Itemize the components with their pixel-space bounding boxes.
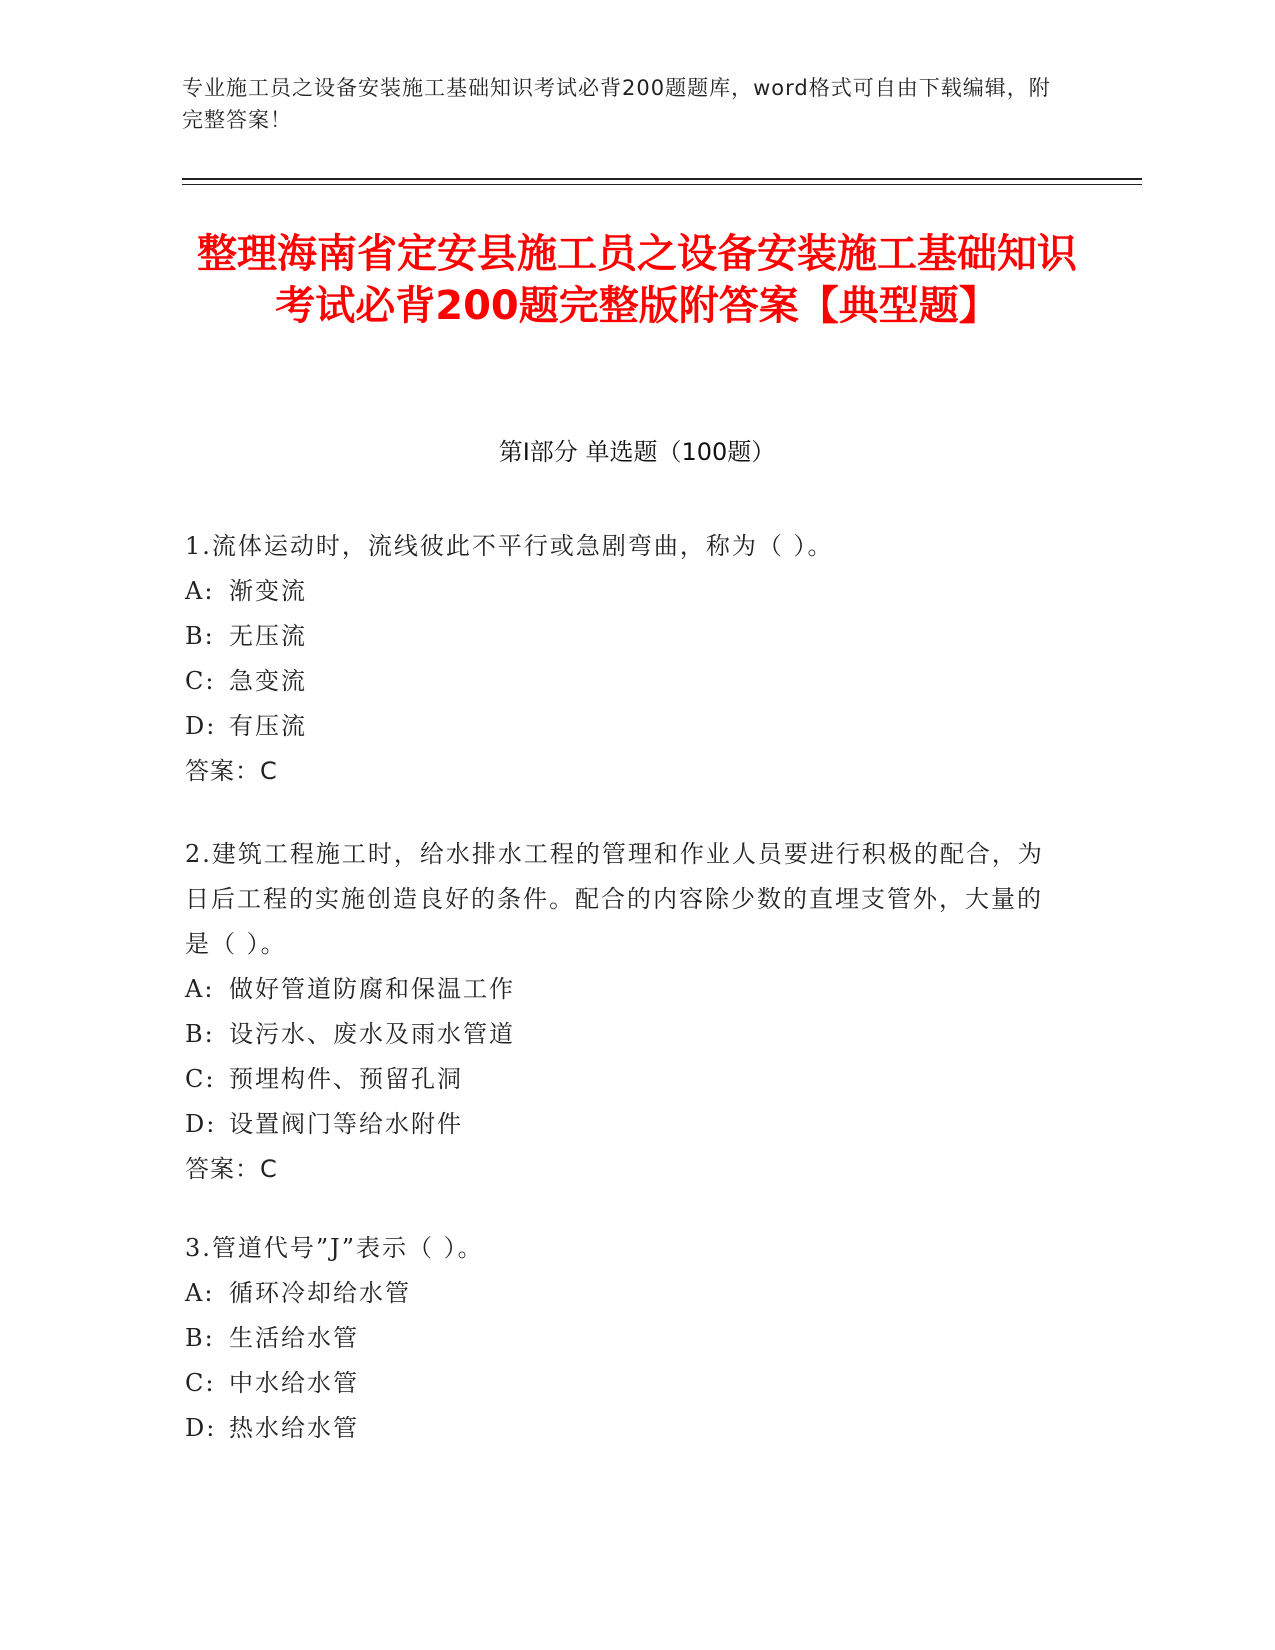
- document-title: 整理海南省定安县施工员之设备安装施工基础知识考试必背200题完整版附答案【典型题】: [197, 231, 1077, 329]
- option-letter: B:: [185, 622, 215, 650]
- option-c: [185, 659, 1055, 704]
- option-text: 有压流: [229, 712, 307, 740]
- option-text: 循环冷却给水管: [229, 1279, 411, 1307]
- answer-line: 答案：C: [185, 757, 278, 785]
- question-stem: 1.流体运动时，流线彼此不平行或急剧弯曲，称为（ ）。: [185, 532, 834, 560]
- option-letter: B:: [185, 1324, 215, 1352]
- option-c: [185, 1057, 1055, 1102]
- header-note: 专业施工员之设备安装施工基础知识考试必背200题题库，word格式可自由下载编辑，附完整答案！: [182, 76, 1051, 132]
- option-letter: A:: [185, 577, 215, 605]
- option-a: [185, 1271, 1055, 1316]
- question-3: [185, 1226, 1055, 1451]
- question-1: [185, 524, 1055, 794]
- option-letter: A:: [185, 975, 215, 1003]
- question-2: [185, 832, 1055, 1192]
- question-stem: 2.建筑工程施工时，给水排水工程的管理和作业人员要进行积极的配合，为日后工程的实施创造良好的条件。配合的内容除少数的直埋支管外，大量的是（ ）。: [185, 840, 1044, 958]
- option-text: 急变流: [229, 667, 307, 695]
- option-text: 中水给水管: [229, 1369, 359, 1397]
- option-text: 生活给水管: [229, 1324, 359, 1352]
- option-d: [185, 1406, 1055, 1451]
- option-text: 设污水、废水及雨水管道: [229, 1020, 515, 1048]
- header-divider-thick: [182, 178, 1142, 180]
- option-text: 渐变流: [229, 577, 307, 605]
- option-letter: D:: [185, 712, 217, 740]
- option-d: [185, 1102, 1055, 1147]
- question-stem: 3.管道代号”J”表示（ ）。: [185, 1234, 484, 1262]
- option-letter: C:: [185, 667, 216, 695]
- option-text: 预埋构件、预留孔洞: [229, 1065, 463, 1093]
- option-letter: B:: [185, 1020, 215, 1048]
- option-a: [185, 569, 1055, 614]
- option-letter: D:: [185, 1414, 217, 1442]
- option-text: 热水给水管: [229, 1414, 359, 1442]
- option-c: [185, 1361, 1055, 1406]
- option-letter: A:: [185, 1279, 215, 1307]
- option-letter: D:: [185, 1110, 217, 1138]
- header-divider-thin: [182, 184, 1142, 185]
- option-text: 设置阀门等给水附件: [229, 1110, 463, 1138]
- option-b: [185, 1012, 1055, 1057]
- option-text: 无压流: [229, 622, 307, 650]
- option-letter: C:: [185, 1065, 216, 1093]
- option-b: [185, 614, 1055, 659]
- option-letter: C:: [185, 1369, 216, 1397]
- option-a: [185, 967, 1055, 1012]
- answer-line: 答案：C: [185, 1155, 278, 1183]
- option-text: 做好管道防腐和保温工作: [229, 975, 515, 1003]
- option-b: [185, 1316, 1055, 1361]
- section-heading: 第Ⅰ部分 单选题（100题）: [498, 438, 776, 466]
- option-d: [185, 704, 1055, 749]
